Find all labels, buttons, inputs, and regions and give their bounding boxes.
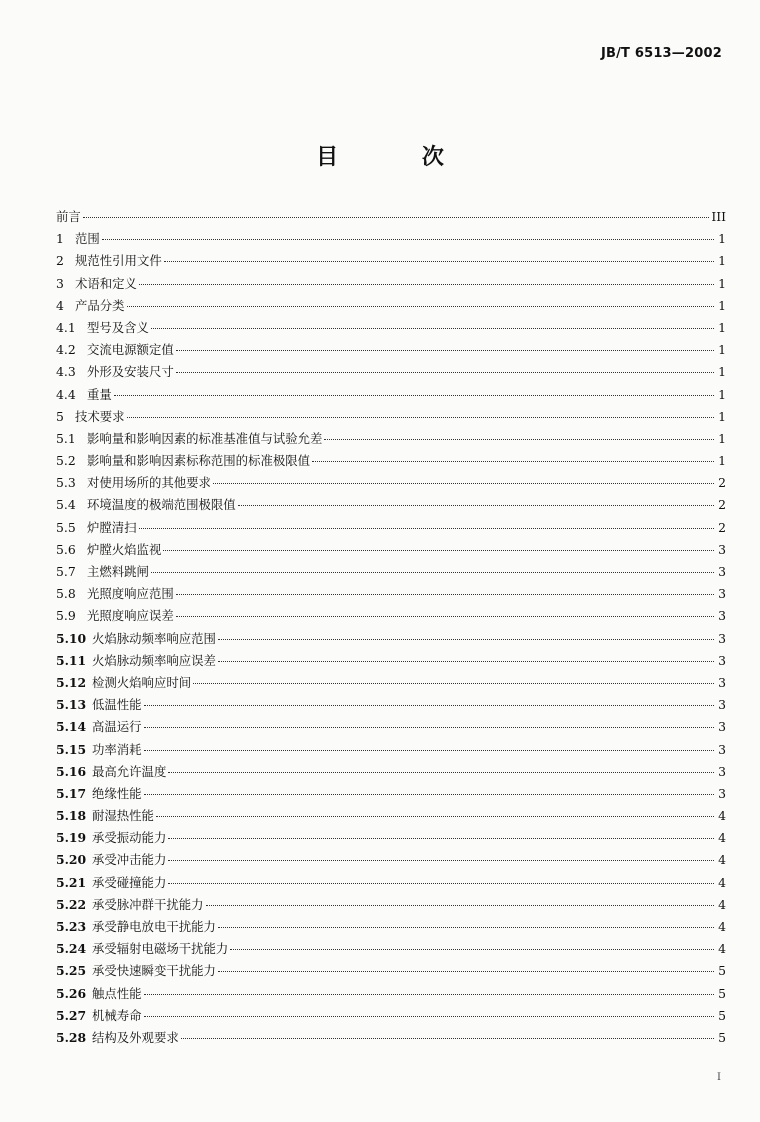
table-of-contents (56, 206, 726, 1049)
toc-leader-dots (218, 638, 714, 640)
toc-entry-label: 火焰脉动频率响应误差 (92, 652, 216, 668)
toc-entry-page: 5 (718, 985, 726, 1001)
toc-entry-number: 5.5 (56, 519, 76, 535)
toc-leader-dots (144, 749, 714, 751)
toc-entry-label: 影响量和影响因素的标准基准值与试验允差 (87, 430, 323, 446)
toc-entry-page: 1 (718, 253, 726, 269)
toc-entry[interactable] (56, 650, 726, 672)
toc-entry-number: 5.23 (56, 919, 87, 934)
toc-entry[interactable] (56, 472, 726, 494)
toc-entry-number: 5.26 (56, 985, 87, 1001)
toc-entry-number: 5.24 (56, 941, 87, 957)
toc-entry-label: 环境温度的极端范围极限值 (87, 497, 236, 513)
toc-entry-label: 触点性能 (92, 985, 142, 1001)
toc-leader-dots (324, 438, 714, 440)
toc-leader-dots (144, 704, 714, 706)
toc-leader-dots (176, 593, 714, 595)
toc-entry-number: 4.4 (56, 386, 76, 402)
toc-entry-number: 5.16 (56, 763, 87, 779)
toc-entry-number: 5.19 (56, 830, 87, 846)
toc-entry-label: 耐湿热性能 (92, 808, 154, 824)
toc-entry-label: 影响量和影响因素标称范围的标准极限值 (87, 453, 311, 469)
toc-entry-label: 承受辐射电磁场干扰能力 (92, 941, 229, 957)
toc-entry[interactable] (56, 1027, 726, 1049)
toc-entry-number: 5.14 (56, 719, 87, 735)
toc-entry-label: 承受静电放电干扰能力 (92, 919, 216, 934)
toc-entry-label: 机械寿命 (92, 1007, 142, 1023)
toc-entry[interactable] (56, 250, 726, 272)
toc-entry-page: 2 (718, 475, 726, 491)
toc-entry-label: 高温运行 (92, 719, 142, 735)
toc-entry-page: 4 (718, 808, 726, 824)
toc-entry-number: 5.18 (56, 808, 87, 824)
toc-entry-page: 3 (718, 741, 726, 757)
toc-entry-label: 低温性能 (92, 697, 142, 713)
toc-entry[interactable] (56, 916, 726, 938)
toc-entry-number: 5.8 (56, 586, 76, 602)
toc-entry-label: 外形及安装尺寸 (87, 364, 174, 380)
toc-entry-label: 光照度响应范围 (87, 586, 174, 602)
toc-entry[interactable] (56, 761, 726, 783)
page-title: 目 次 (316, 144, 482, 170)
toc-entry[interactable] (56, 827, 726, 849)
toc-entry-page: 5 (718, 1029, 726, 1045)
toc-entry-page: 3 (718, 541, 726, 557)
toc-entry-number: 5.7 (56, 564, 76, 579)
toc-entry-label: 最高允许温度 (92, 763, 167, 779)
toc-leader-dots (213, 482, 714, 484)
toc-entry[interactable] (56, 406, 726, 428)
toc-entry[interactable] (56, 295, 726, 317)
toc-leader-dots (151, 571, 714, 573)
toc-leader-dots (181, 1037, 714, 1039)
toc-entry-page: 4 (718, 852, 726, 868)
toc-leader-dots (156, 815, 714, 817)
toc-entry-page: 5 (718, 963, 726, 979)
toc-entry-label: 交流电源额定值 (87, 342, 174, 358)
toc-entry-number: 5.9 (56, 608, 76, 624)
toc-entry-page: 4 (718, 830, 726, 846)
toc-entry[interactable] (56, 805, 726, 827)
toc-entry-number: 4 (56, 297, 64, 313)
toc-entry-label: 承受冲击能力 (92, 852, 167, 868)
toc-leader-dots (127, 416, 714, 418)
toc-entry-label: 绝缘性能 (92, 785, 142, 801)
toc-entry-page: 1 (718, 319, 726, 335)
toc-entry-label: 炉膛火焰监视 (87, 541, 162, 557)
toc-leader-dots (238, 504, 714, 506)
toc-leader-dots (127, 305, 714, 307)
toc-entry-page: 1 (718, 453, 726, 469)
toc-entry-number: 4.1 (56, 319, 76, 335)
toc-entry[interactable] (56, 273, 726, 295)
toc-entry-label: 承受快速瞬变干扰能力 (92, 963, 216, 979)
toc-entry-label: 炉膛清扫 (87, 519, 137, 535)
toc-entry-number: 5.4 (56, 497, 76, 513)
toc-entry-label: 火焰脉动频率响应范围 (92, 630, 216, 646)
toc-entry-page: 5 (718, 1007, 726, 1023)
toc-entry-page: 4 (718, 896, 726, 912)
toc-entry-label: 重量 (87, 386, 112, 402)
toc-leader-dots (176, 349, 714, 351)
toc-entry[interactable] (56, 317, 726, 339)
toc-entry-number: 5.17 (56, 785, 87, 801)
toc-entry[interactable] (56, 672, 726, 694)
toc-entry[interactable] (56, 384, 726, 406)
toc-entry-page: 3 (718, 586, 726, 602)
toc-entry-page: 2 (718, 519, 726, 535)
toc-entry-page: 1 (718, 342, 726, 358)
toc-leader-dots (206, 904, 714, 906)
toc-leader-dots (164, 260, 714, 262)
toc-leader-dots (230, 948, 714, 950)
toc-entry[interactable] (56, 849, 726, 871)
toc-entry-number: 5.13 (56, 697, 87, 713)
toc-entry[interactable] (56, 783, 726, 805)
toc-entry[interactable] (56, 938, 726, 960)
toc-entry-label: 前言 (56, 209, 81, 224)
toc-entry-label: 承受脉冲群干扰能力 (92, 896, 204, 912)
toc-leader-dots (151, 327, 714, 329)
toc-leader-dots (144, 993, 714, 995)
toc-leader-dots (102, 238, 714, 240)
toc-entry-number: 5 (56, 408, 64, 424)
toc-entry-label: 承受碰撞能力 (92, 874, 167, 890)
toc-entry-label: 对使用场所的其他要求 (87, 475, 211, 491)
toc-entry-page: 1 (718, 386, 726, 402)
toc-leader-dots (144, 793, 714, 795)
page-number-mark: I (717, 1072, 721, 1083)
toc-entry-number: 5.11 (56, 652, 87, 668)
toc-leader-dots (83, 216, 710, 218)
toc-entry-number: 5.28 (56, 1029, 87, 1045)
toc-entry-label: 检测火焰响应时间 (92, 674, 192, 690)
toc-entry-number: 5.20 (56, 852, 87, 868)
toc-entry-label: 主燃料跳闸 (87, 564, 149, 579)
toc-leader-dots (139, 283, 714, 285)
toc-leader-dots (312, 460, 714, 462)
toc-entry-label: 光照度响应误差 (87, 608, 174, 624)
toc-entry-page: 3 (718, 674, 726, 690)
toc-leader-dots (218, 970, 714, 972)
toc-entry-number: 5.2 (56, 453, 76, 469)
toc-entry-number: 1 (56, 231, 64, 247)
toc-leader-dots (168, 859, 714, 861)
toc-entry-number: 4.2 (56, 342, 76, 358)
toc-leader-dots (168, 882, 714, 884)
toc-leader-dots (218, 660, 714, 662)
toc-entry-label: 范围 (75, 231, 100, 247)
toc-entry-page: 2 (718, 497, 726, 513)
toc-entry[interactable] (56, 894, 726, 916)
toc-entry-page: 3 (718, 630, 726, 646)
toc-entry[interactable] (56, 339, 726, 361)
toc-entry-label: 型号及含义 (87, 319, 149, 335)
toc-entry-label: 技术要求 (75, 408, 125, 424)
toc-entry-page: 1 (718, 430, 726, 446)
toc-entry-number: 5.1 (56, 430, 76, 446)
toc-entry[interactable] (56, 361, 726, 383)
toc-entry-label: 规范性引用文件 (75, 253, 162, 269)
toc-entry[interactable] (56, 428, 726, 450)
toc-entry-page: 3 (718, 763, 726, 779)
toc-entry[interactable] (56, 539, 726, 561)
toc-entry-number: 5.25 (56, 963, 87, 979)
toc-entry-page: 1 (718, 408, 726, 424)
toc-entry-page: 4 (718, 941, 726, 957)
toc-entry-number: 5.12 (56, 674, 87, 690)
toc-entry-page: 1 (718, 297, 726, 313)
toc-entry-label: 功率消耗 (92, 741, 142, 757)
toc-entry[interactable] (56, 694, 726, 716)
toc-entry[interactable] (56, 960, 726, 982)
toc-entry-page: 1 (718, 275, 726, 291)
toc-entry-page: 3 (718, 652, 726, 668)
toc-entry-number: 3 (56, 275, 64, 291)
toc-entry[interactable] (56, 494, 726, 516)
toc-entry[interactable] (56, 450, 726, 472)
toc-entry-label: 承受振动能力 (92, 830, 167, 846)
toc-leader-dots (144, 726, 714, 728)
toc-entry[interactable] (56, 583, 726, 605)
toc-entry[interactable] (56, 228, 726, 250)
toc-entry-page: 4 (718, 919, 726, 934)
toc-entry[interactable] (56, 1005, 726, 1027)
toc-leader-dots (114, 394, 714, 396)
toc-leader-dots (176, 371, 714, 373)
toc-entry-number: 4.3 (56, 364, 76, 380)
toc-leader-dots (168, 837, 714, 839)
toc-entry-number: 5.22 (56, 896, 87, 912)
toc-entry-number: 5.3 (56, 475, 76, 491)
toc-leader-dots (218, 926, 714, 928)
toc-entry-label: 术语和定义 (75, 275, 137, 291)
toc-entry-number: 5.21 (56, 874, 87, 890)
standard-number: JB/T 6513—2002 (600, 46, 722, 61)
toc-leader-dots (139, 527, 714, 529)
toc-entry-page: 3 (718, 697, 726, 713)
toc-entry-label: 结构及外观要求 (92, 1029, 179, 1045)
toc-leader-dots (168, 771, 714, 773)
toc-entry[interactable] (56, 872, 726, 894)
toc-leader-dots (163, 549, 714, 551)
toc-entry-label: 产品分类 (75, 297, 125, 313)
toc-entry[interactable] (56, 206, 726, 228)
toc-entry-number: 5.6 (56, 541, 76, 557)
toc-entry-page: 3 (718, 719, 726, 735)
toc-entry[interactable] (56, 561, 726, 583)
toc-entry-number: 5.10 (56, 630, 87, 646)
toc-entry-page: 1 (718, 364, 726, 380)
toc-leader-dots (176, 615, 714, 617)
toc-entry[interactable] (56, 983, 726, 1005)
toc-entry-page: 3 (718, 785, 726, 801)
toc-entry[interactable] (56, 605, 726, 627)
toc-entry-number: 2 (56, 253, 64, 269)
toc-leader-dots (193, 682, 714, 684)
toc-entry-page: 3 (718, 564, 726, 579)
toc-entry[interactable] (56, 716, 726, 738)
toc-entry-page: III (711, 209, 726, 224)
toc-entry-number: 5.27 (56, 1007, 87, 1023)
toc-entry-page: 3 (718, 608, 726, 624)
toc-leader-dots (144, 1015, 714, 1017)
toc-entry[interactable] (56, 517, 726, 539)
toc-entry-page: 4 (718, 874, 726, 890)
toc-entry-page: 1 (718, 231, 726, 247)
toc-entry-number: 5.15 (56, 741, 87, 757)
toc-entry[interactable] (56, 628, 726, 650)
toc-entry[interactable] (56, 739, 726, 761)
